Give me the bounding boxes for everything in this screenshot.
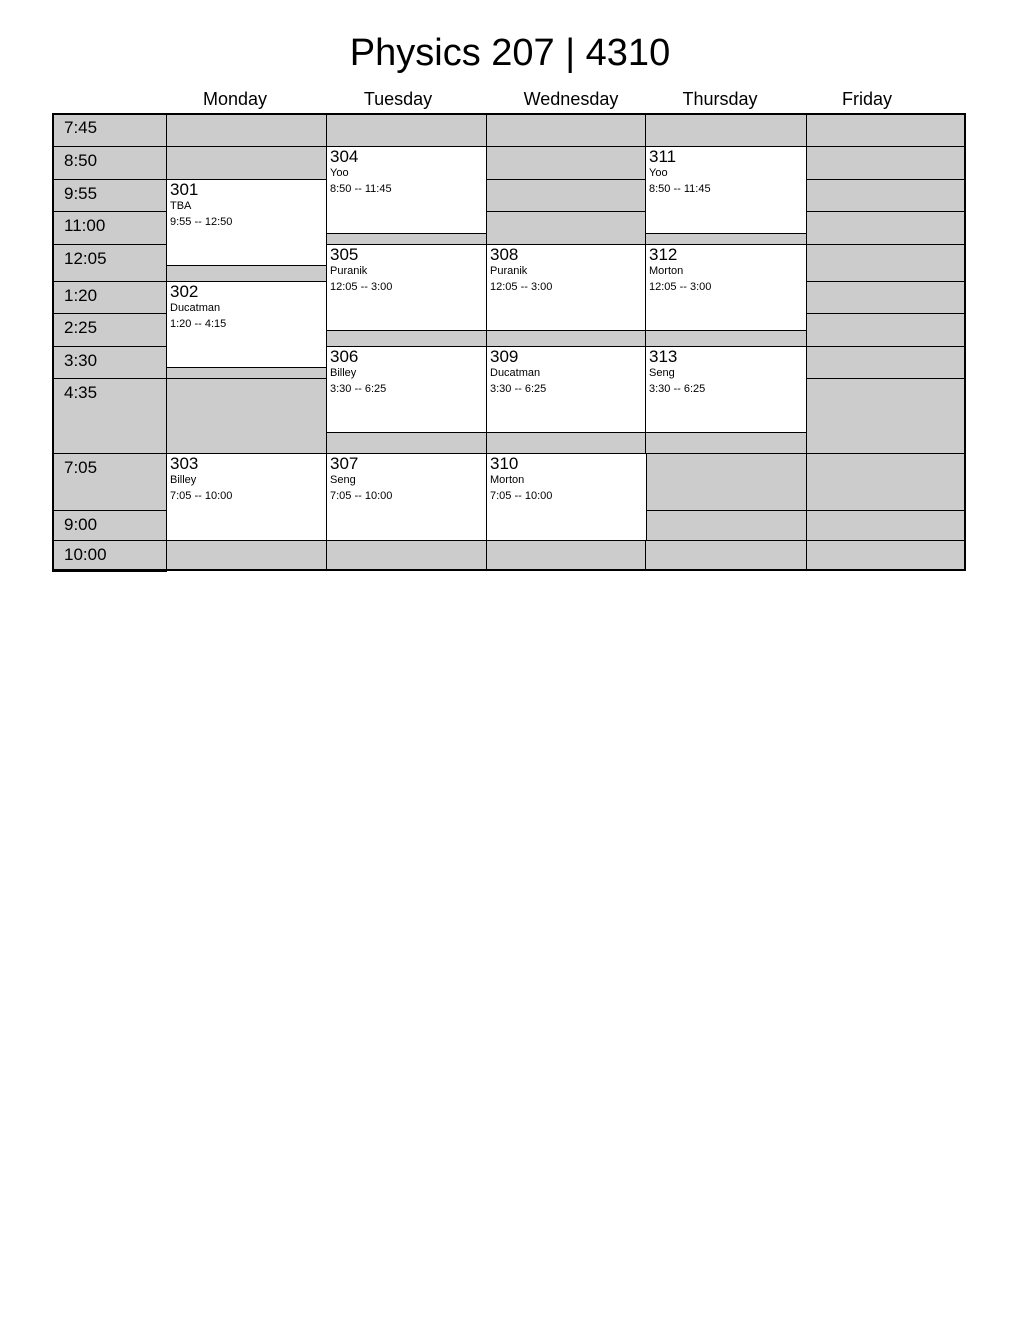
section-number: 308 [490,245,519,264]
section-instructor: Yoo [330,167,349,179]
empty-slot [486,211,647,245]
section-block-311[interactable] [645,146,807,234]
section-number: 307 [330,454,359,473]
empty-slot [806,179,966,212]
section-instructor: Seng [330,474,356,486]
section-number: 311 [649,147,677,166]
section-time: 12:05 -- 3:00 [649,281,712,293]
section-instructor: Ducatman [170,302,221,314]
day-header-wednesday: Wednesday [523,89,619,109]
day-header-thursday: Thursday [682,89,758,109]
section-time: 3:30 -- 6:25 [330,383,387,395]
section-instructor: Puranik [490,265,528,277]
empty-slot [486,113,647,147]
empty-slot [486,432,647,454]
section-time: 3:30 -- 6:25 [649,383,706,395]
section-instructor: Seng [649,367,675,379]
day-header-friday: Friday [841,89,892,109]
section-instructor: Yoo [649,167,668,179]
section-time: 1:20 -- 4:15 [170,318,227,330]
section-block-312[interactable] [645,244,807,331]
time-slot-label: 4:35 [52,378,167,454]
section-block-303[interactable] [166,453,327,541]
empty-slot [806,281,966,314]
section-time: 9:55 -- 12:50 [170,216,233,228]
empty-slot [166,113,327,147]
section-block-306[interactable] [326,346,487,433]
empty-slot [806,346,966,379]
empty-slot [166,378,327,454]
time-slot-label: 12:05 [52,244,167,282]
empty-slot [326,432,487,454]
time-slot-label: 9:00 [52,510,167,541]
empty-slot [326,113,487,147]
section-instructor: Ducatman [490,367,541,379]
day-header-monday: Monday [202,89,268,109]
empty-slot [806,113,966,147]
empty-slot [806,378,966,454]
section-time: 12:05 -- 3:00 [490,281,553,293]
section-block-308[interactable] [486,244,647,331]
empty-slot [806,540,966,571]
time-slot-label: 1:20 [52,281,167,314]
section-block-307[interactable] [326,453,487,541]
section-block-313[interactable] [645,346,807,433]
day-header-tuesday: Tuesday [363,89,433,109]
section-number: 313 [649,347,678,366]
section-time: 7:05 -- 10:00 [490,490,553,502]
empty-slot [806,244,966,282]
empty-slot [486,146,647,180]
time-slot-label: 2:25 [52,313,167,347]
section-instructor: Puranik [330,265,368,277]
empty-slot [806,146,966,180]
empty-slot [486,330,647,347]
section-block-310[interactable] [486,453,647,541]
empty-slot [326,540,487,571]
section-number: 312 [649,245,678,264]
empty-slot [806,510,966,541]
empty-slot [645,510,807,541]
section-number: 309 [490,347,519,366]
section-time: 8:50 -- 11:45 [649,183,711,195]
empty-slot [645,453,807,511]
section-number: 310 [490,454,519,473]
section-number: 306 [330,347,359,366]
page-title: Physics 207 | 4310 [349,32,671,74]
section-instructor: TBA [170,200,192,212]
section-time: 7:05 -- 10:00 [330,490,393,502]
section-instructor: Morton [490,474,525,486]
time-slot-label: 8:50 [52,146,167,180]
section-block-304[interactable] [326,146,487,234]
section-block-301[interactable] [166,179,327,266]
empty-slot [806,453,966,511]
section-number: 304 [330,147,359,166]
empty-slot [486,540,647,571]
section-instructor: Billey [170,474,197,486]
time-slot-label: 7:45 [52,113,167,147]
section-number: 301 [170,180,199,199]
section-time: 8:50 -- 11:45 [330,183,392,195]
empty-slot [166,540,327,571]
empty-slot [486,179,647,212]
section-instructor: Billey [330,367,357,379]
section-block-305[interactable] [326,244,487,331]
section-time: 3:30 -- 6:25 [490,383,547,395]
section-instructor: Morton [649,265,684,277]
empty-slot [806,313,966,347]
time-slot-label: 9:55 [52,179,167,212]
section-block-302[interactable] [166,281,327,368]
empty-slot [806,211,966,245]
empty-slot [166,146,327,180]
empty-slot [645,113,807,147]
section-number: 303 [170,454,199,473]
empty-slot [166,265,327,282]
time-slot-label: 7:05 [52,453,167,511]
empty-slot [326,330,487,347]
section-time: 12:05 -- 3:00 [330,281,393,293]
empty-slot [645,330,807,347]
section-number: 302 [170,282,199,301]
empty-slot [645,540,807,571]
time-slot-label: 3:30 [52,346,167,379]
section-block-309[interactable] [486,346,647,433]
section-number: 305 [330,245,359,264]
empty-slot [645,432,807,454]
time-slot-label: 10:00 [52,540,167,572]
time-slot-label: 11:00 [52,211,167,245]
section-time: 7:05 -- 10:00 [170,490,233,502]
